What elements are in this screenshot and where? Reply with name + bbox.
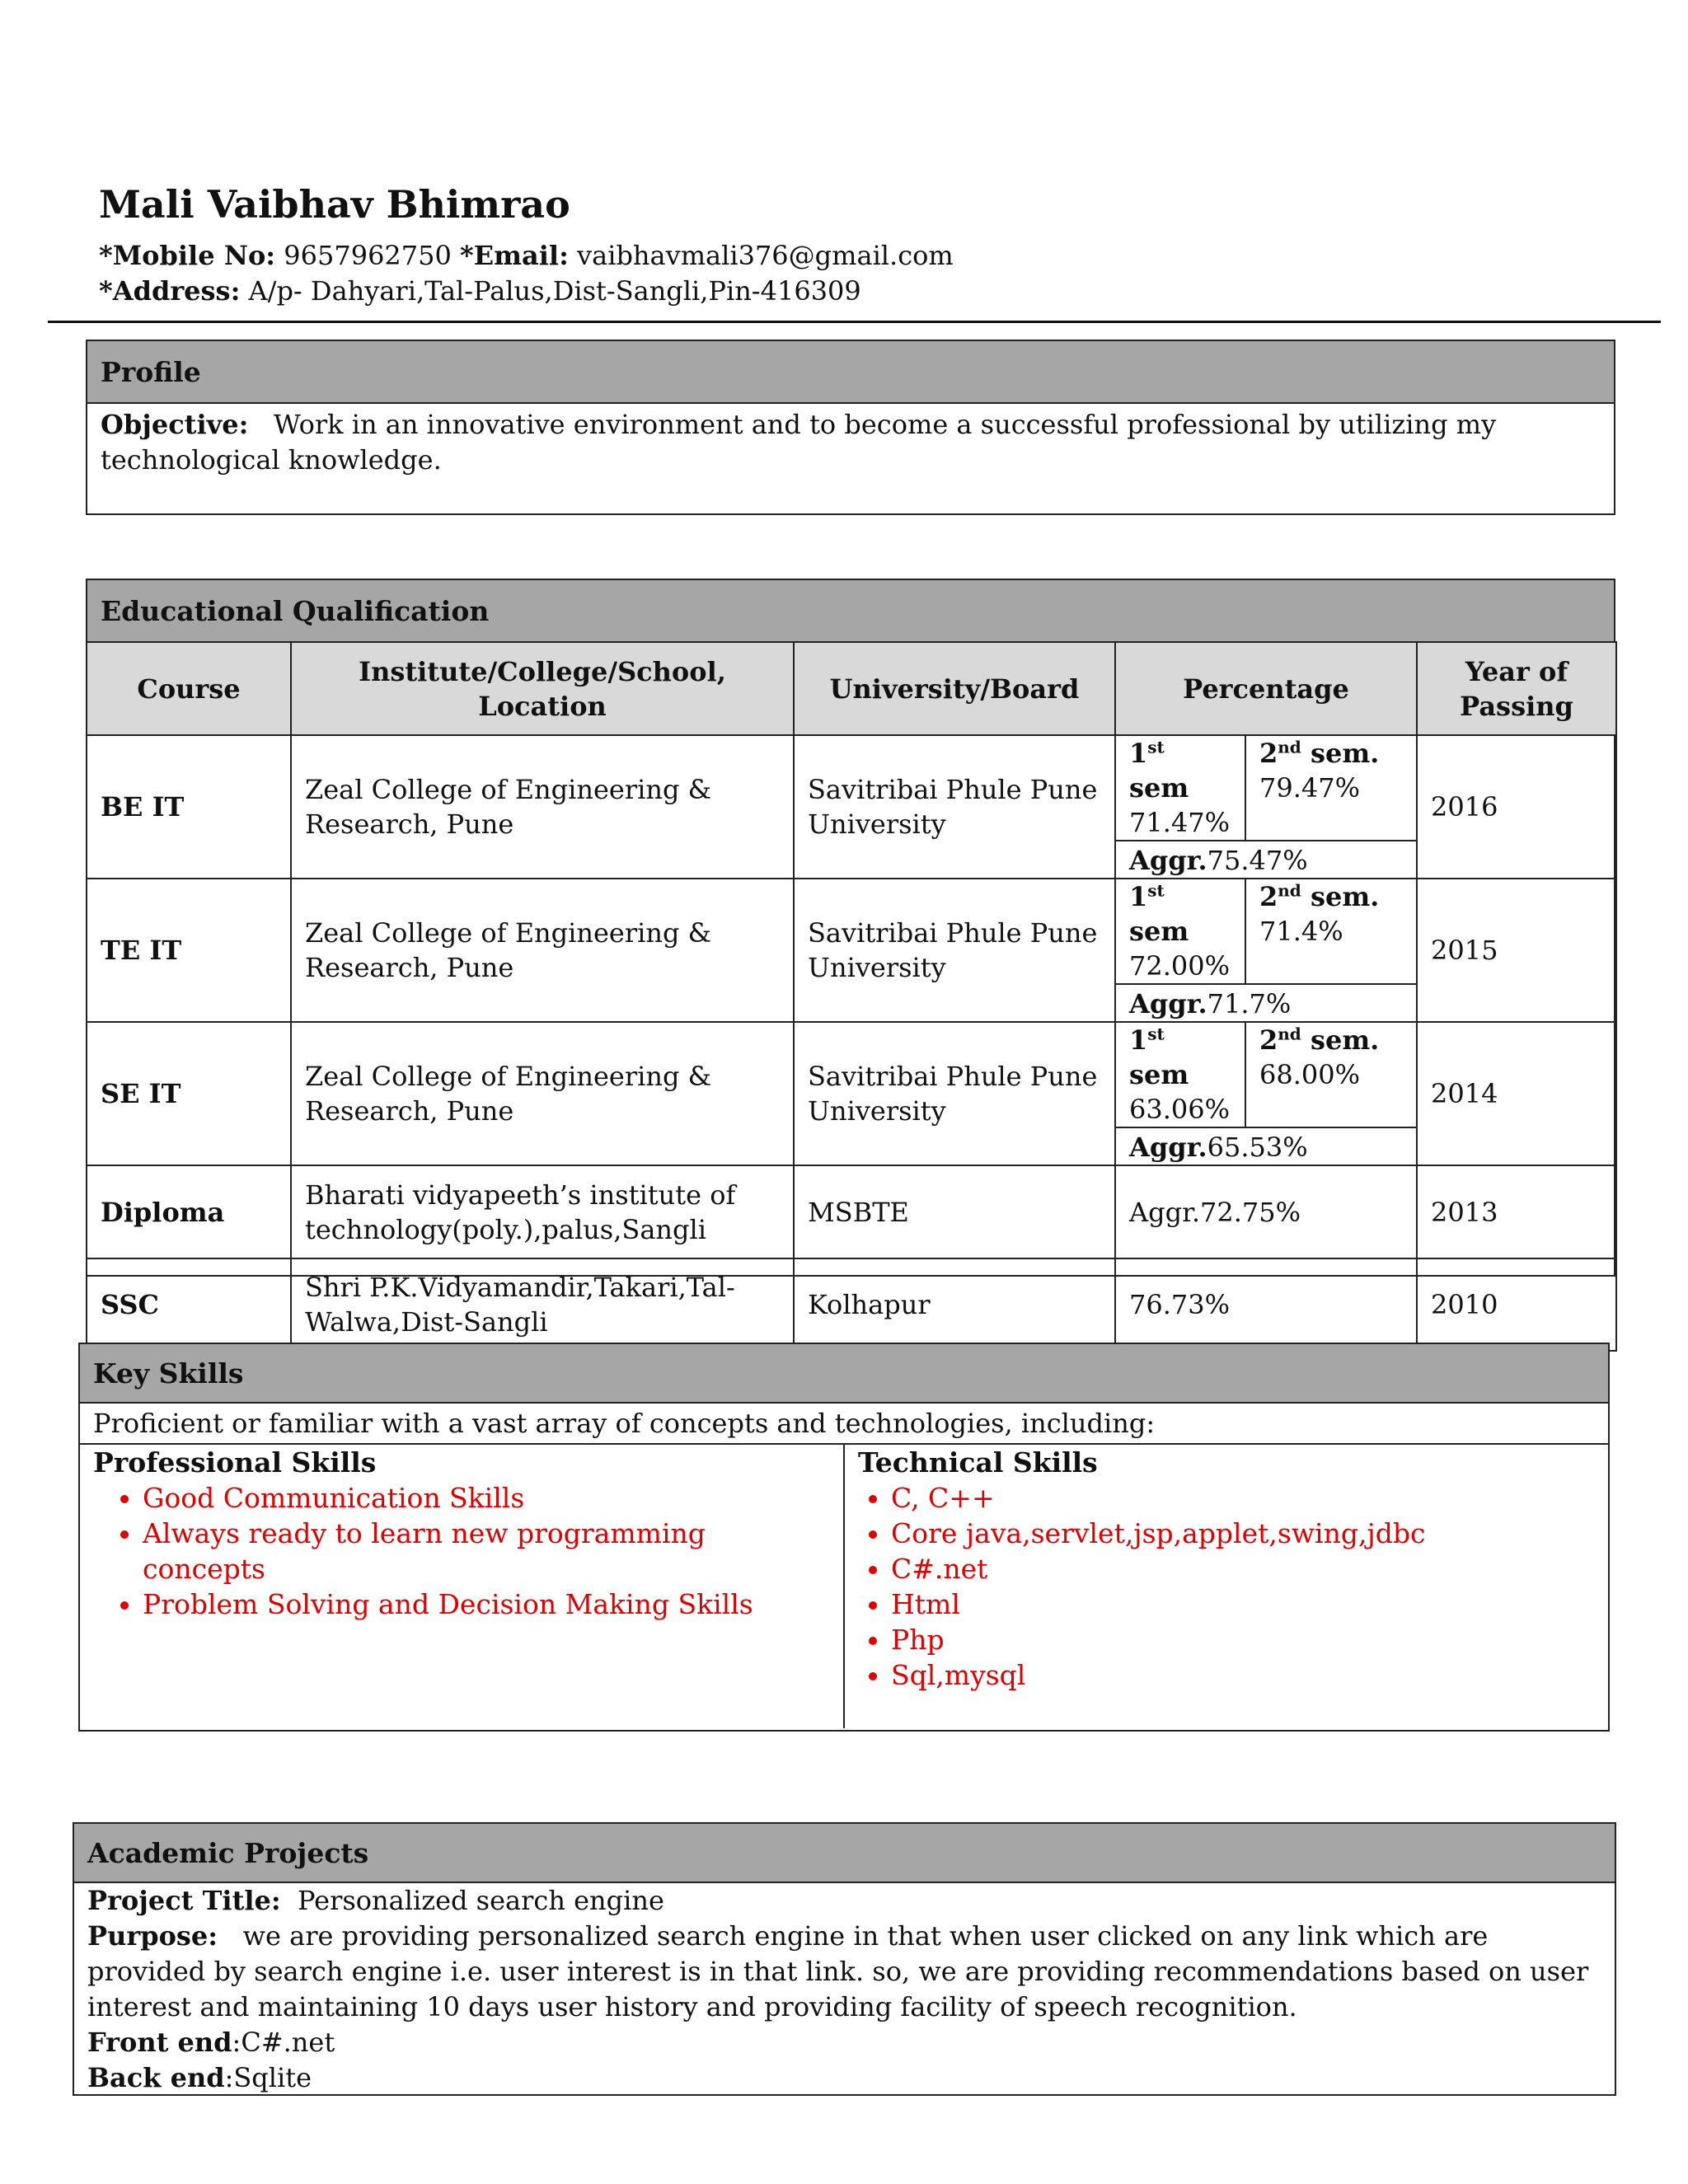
table-row [87,735,1616,879]
year-cell: 2015 [1417,879,1616,1022]
course-cell: Diploma [87,1165,291,1258]
col-header-year: Year of Passing [1417,642,1616,735]
year-cell: 2016 [1417,735,1616,879]
sem1-cell: 1st sem 63.06% [1116,1023,1246,1127]
col-header-course: Course [87,642,291,735]
address-text: A/p- Dahyari,Tal-Palus,Dist-Sangli,Pin-416309 [248,274,861,307]
table-row [87,1258,1616,1351]
project-details [74,1883,1615,2096]
contact-line-2 [99,274,954,309]
list-item: • Problem Solving and Decision Making Skills [143,1586,830,1622]
project-title-line [87,1883,1601,1919]
list-item: • Html [891,1586,1595,1622]
skills-section [78,1343,1610,1732]
aggregate-cell: Aggr.75.47% [1116,840,1416,878]
year-cell: 2014 [1417,1022,1616,1165]
percentage-cell: 76.73% [1115,1258,1417,1351]
institute-cell: Bharati vidyapeeth’s institute of technology(poly.),palus,Sangli [291,1165,794,1258]
list-item: • Php [891,1622,1595,1657]
table-row [87,879,1616,1022]
list-item: • C#.net [891,1551,1595,1586]
university-cell: Savitribai Phule Pune University [794,1022,1115,1165]
professional-skills-title: Professional Skills [93,1446,377,1479]
list-item: • Core java,servlet,jsp,applet,swing,jdbc [891,1516,1595,1551]
purpose-line [87,1919,1601,2025]
percentage-cell: Aggr.72.75% [1115,1165,1417,1258]
skills-intro: Proficient or familiar with a vast array of concepts and technologies, including: [80,1404,1608,1445]
institute-cell: Zeal College of Engineering & Research, Pune [291,879,794,1022]
university-cell: Savitribai Phule Pune University [794,879,1115,1022]
contact-line-1 [99,238,954,274]
projects-heading: Academic Projects [74,1824,1615,1883]
mobile-label: *Mobile No: [99,239,276,271]
front-end-line [87,2025,1601,2060]
table-row [87,1022,1616,1165]
list-item: • Always ready to learn new programming concepts [143,1516,830,1586]
profile-section [86,340,1615,515]
front-end-value: :C#.net [232,2027,335,2058]
resume-header [99,183,954,309]
professional-skills-list [93,1480,830,1622]
sem2-cell: 2nd sem. 79.47% [1259,737,1380,804]
education-table [86,641,1617,1352]
sem2-cell: 2nd sem. 71.4% [1259,880,1380,947]
project-title-value: Personalized search engine [298,1885,664,1916]
candidate-name: Mali Vaibhav Bhimrao [99,182,570,227]
institute-cell: Shri P.K.Vidyamandir,Takari,Tal-Walwa,Dist-Sangli [291,1258,794,1351]
percentage-cell [1115,735,1417,879]
aggregate-cell: Aggr.71.7% [1116,983,1416,1021]
skills-columns [80,1445,1608,1728]
back-end-label: Back end [87,2062,225,2093]
col-header-percentage: Percentage [1115,642,1417,735]
mobile-number: 9657962750 [284,239,452,271]
professional-skills-column [80,1445,845,1728]
objective-label: Objective: [101,409,249,440]
table-row [87,1165,1616,1258]
year-cell: 2013 [1417,1165,1616,1258]
email-address[interactable]: vaibhavmali376@gmail.com [577,239,954,271]
profile-heading: Profile [87,341,1614,404]
technical-skills-column [845,1445,1608,1728]
year-cell: 2010 [1417,1258,1616,1351]
course-cell: SE IT [87,1022,291,1165]
list-item: • Good Communication Skills [143,1480,830,1516]
university-cell: Kolhapur [794,1258,1115,1351]
sem1-cell: 1st sem 71.47% [1116,736,1246,840]
university-cell: Savitribai Phule Pune University [794,735,1115,879]
table-header-row [87,642,1616,735]
institute-cell: Zeal College of Engineering & Research, Pune [291,1022,794,1165]
university-cell: MSBTE [794,1165,1115,1258]
header-divider [48,321,1661,323]
back-end-line [87,2060,1601,2096]
col-header-university: University/Board [794,642,1115,735]
project-title-label: Project Title: [87,1885,281,1916]
objective-block [87,404,1614,478]
purpose-label: Purpose: [87,1920,218,1952]
sem2-cell: 2nd sem. 68.00% [1259,1024,1380,1090]
percentage-cell [1115,879,1417,1022]
technical-skills-title: Technical Skills [858,1446,1098,1479]
purpose-text: we are providing personalized search engine in that when user clicked on any link which are provided by search engine i.e. user interest is in that link. so, we are providing recommendations based on user interest and maintaining 10 days user history and providing facility of speech recognition. [87,1920,1589,2022]
course-cell: BE IT [87,735,291,879]
front-end-label: Front end [87,2027,232,2058]
aggregate-cell: Aggr.65.53% [1116,1127,1416,1165]
back-end-value: :Sqlite [224,2062,312,2093]
col-header-institute: Institute/College/School, Location [291,642,794,735]
email-label: *Email: [460,239,569,271]
list-item: • C, C++ [891,1480,1595,1516]
list-item: • Sql,mysql [891,1657,1595,1693]
projects-section [73,1822,1616,2096]
course-cell: TE IT [87,879,291,1022]
skills-heading: Key Skills [80,1344,1608,1404]
percentage-cell [1115,1022,1417,1165]
objective-text: Work in an innovative environment and to become a successful professional by utilizing my technological knowledge. [101,409,1497,476]
address-label: *Address: [99,274,241,307]
technical-skills-list [858,1480,1595,1693]
education-section [86,579,1615,1338]
institute-cell: Zeal College of Engineering & Research, Pune [291,735,794,879]
education-heading: Educational Qualification [87,580,1614,643]
course-cell: SSC [87,1258,291,1351]
sem1-cell: 1st sem 72.00% [1116,879,1246,983]
